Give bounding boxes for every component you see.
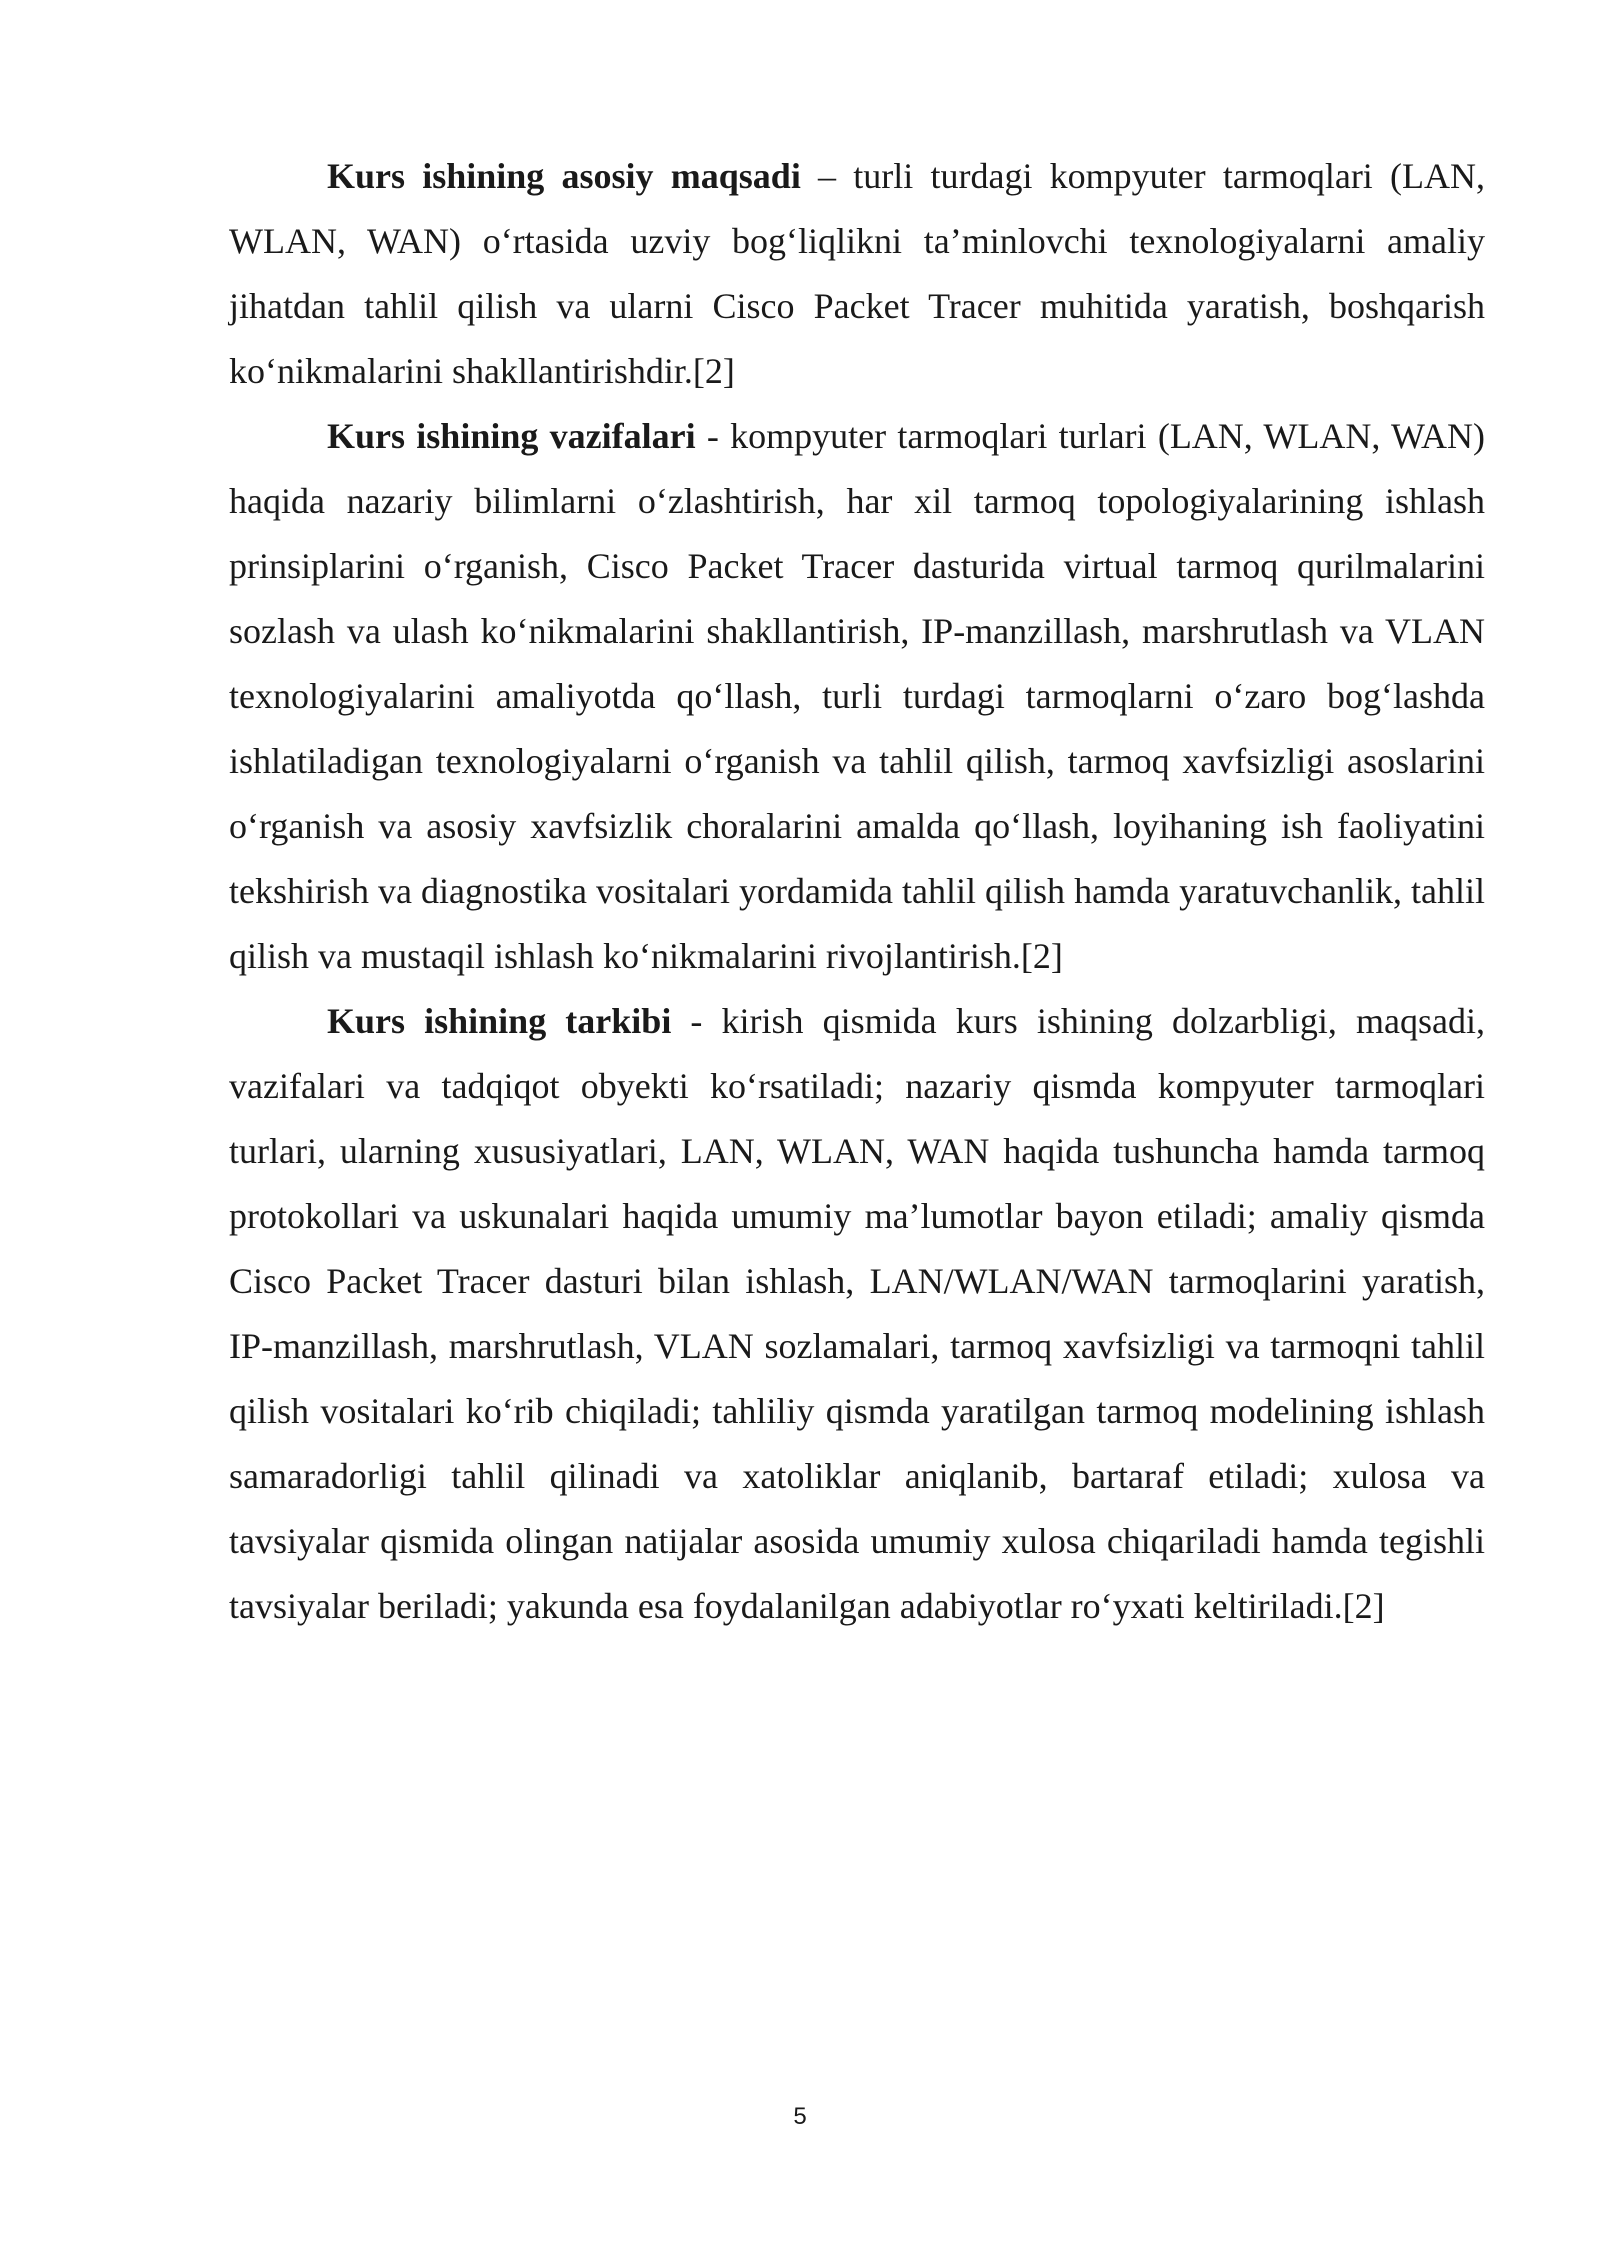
paragraph-heading: Kurs ishining tarkibi [327, 1001, 672, 1041]
paragraph-text: – turli turdagi kompyuter tarmoqlari (LAN, WLAN, WAN) o‘rtasida uzviy bog‘liqlikni ta’minlovchi texnologiyalarni amaliy jihatdan tahlil qilish va ularni Cisco Packet Tracer muhitida yaratish, boshqarish ko‘nikmalarini shakllantirishdir.[2] [229, 156, 1486, 391]
paragraph-heading: Kurs ishining vazifalari [327, 416, 696, 456]
page-body [229, 144, 1485, 1639]
paragraph-asosiy-maqsadi [229, 144, 1485, 404]
paragraph-text: - kirish qismida kurs ishining dolzarbligi, maqsadi, vazifalari va tadqiqot obyekti ko‘rsatiladi; nazariy qismda kompyuter tarmoqlari turlari, ularning xususiyatlari, LAN, WLAN, WAN haqida tushuncha hamda tarmoq protokollari va uskunalari haqida umumiy ma’lumotlar bayon etiladi; amaliy qismda Cisco Packet Tracer dasturi bilan ishlash, LAN/WLAN/WAN tarmoqlarini yaratish, IP-manzillash, marshrutlash, VLAN sozlamalari, tarmoq xavfsizligi va tarmoqni tahlil qilish vositalari ko‘rib chiqiladi; tahliliy qismda yaratilgan tarmoq modelining ishlash samaradorligi tahlil qilinadi va xatoliklar aniqlanib, bartaraf etiladi; xulosa va tavsiyalar qismida olingan natijalar asosida umumiy xulosa chiqariladi hamda tegishli tavsiyalar beriladi; yakunda esa foydalanilgan adabiyotlar ro‘yxati keltiriladi.[2] [229, 1001, 1486, 1626]
paragraph-text: - kompyuter tarmoqlari turlari (LAN, WLAN, WAN) haqida nazariy bilimlarni o‘zlashtirish, har xil tarmoq topologiyalarining ishlash prinsiplarini o‘rganish, Cisco Packet Tracer dasturida virtual tarmoq qurilmalarini sozlash va ulash ko‘nikmalarini shakllantirish, IP-manzillash, marshrutlash va VLAN texnologiyalarini amaliyotda qo‘llash, turli turdagi tarmoqlarni o‘zaro bog‘lashda ishlatiladigan texnologiyalarni o‘rganish va tahlil qilish, tarmoq xavfsizligi asoslarini o‘rganish va asosiy xavfsizlik choralarini amalda qo‘llash, loyihaning ish faoliyatini tekshirish va diagnostika vositalari yordamida tahlil qilish hamda yaratuvchanlik, tahlil qilish va mustaqil ishlash ko‘nikmalarini rivojlantirish.[2] [229, 416, 1485, 976]
paragraph-tarkibi [229, 989, 1485, 1639]
paragraph-heading: Kurs ishining asosiy maqsadi [327, 156, 801, 196]
paragraph-vazifalari [229, 404, 1485, 989]
page-number: 5 [793, 2103, 807, 2130]
